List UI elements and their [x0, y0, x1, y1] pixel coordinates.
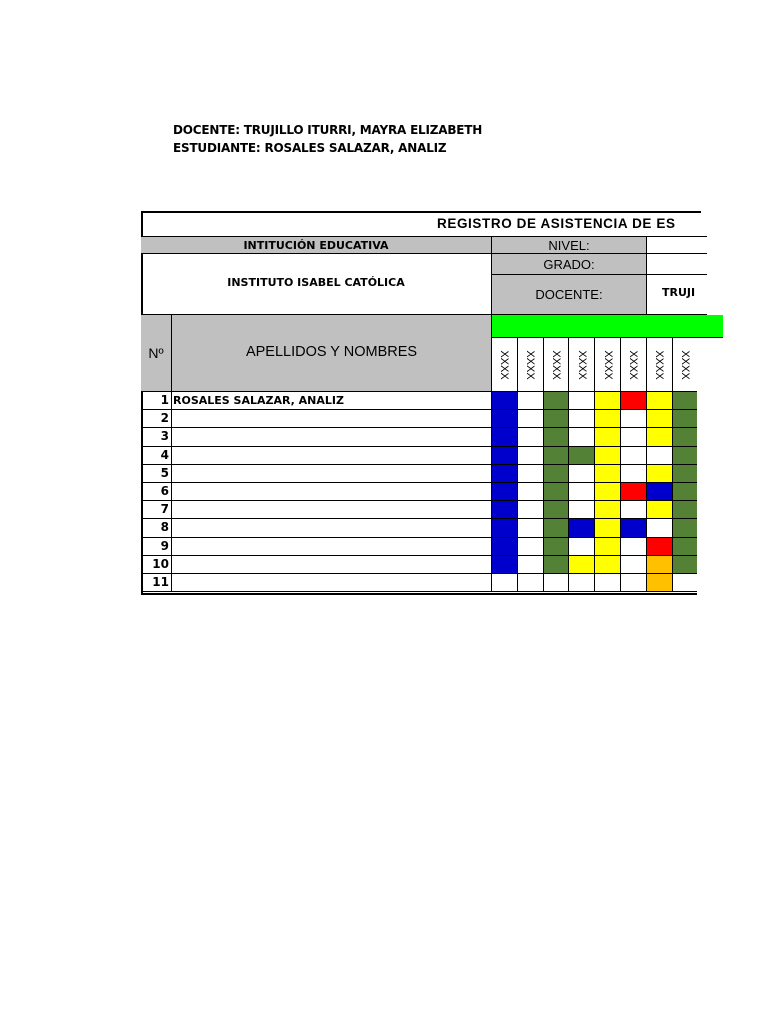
attendance-cell[interactable]	[569, 483, 595, 501]
nivel-value	[647, 236, 707, 254]
institucion-label: INTITUCIÓN EDUCATIVA	[141, 236, 492, 254]
attendance-cell[interactable]	[673, 410, 697, 428]
attendance-cell[interactable]	[518, 465, 544, 483]
grado-value	[647, 254, 707, 275]
attendance-cell[interactable]	[673, 428, 697, 446]
attendance-cell[interactable]	[518, 574, 544, 592]
attendance-cell[interactable]	[518, 556, 544, 574]
attendance-cell[interactable]	[492, 574, 518, 592]
attendance-cell[interactable]	[492, 447, 518, 465]
attendance-cell[interactable]	[569, 574, 595, 592]
grado-label: GRADO:	[492, 254, 647, 275]
date-column-header	[569, 338, 595, 392]
attendance-cell[interactable]	[518, 483, 544, 501]
row-number: 3	[141, 428, 172, 446]
attendance-cell[interactable]	[595, 428, 621, 446]
row-number: 4	[141, 447, 172, 465]
docente-value: TRUJI	[647, 275, 707, 315]
student-name[interactable]	[172, 410, 492, 428]
attendance-cell[interactable]	[544, 501, 570, 519]
attendance-cell[interactable]	[673, 501, 697, 519]
student-name[interactable]	[172, 447, 492, 465]
date-column-header	[544, 338, 570, 392]
attendance-cell[interactable]	[544, 410, 570, 428]
attendance-cell[interactable]	[595, 447, 621, 465]
attendance-cell[interactable]	[595, 501, 621, 519]
attendance-cell[interactable]	[518, 410, 544, 428]
attendance-cell[interactable]	[647, 538, 673, 556]
attendance-cell[interactable]	[569, 392, 595, 410]
attendance-cell[interactable]	[647, 447, 673, 465]
attendance-cell[interactable]	[544, 538, 570, 556]
date-column-header	[518, 338, 544, 392]
date-column-header	[647, 338, 673, 392]
row-number: 9	[141, 538, 172, 556]
attendance-cell[interactable]	[673, 574, 697, 592]
nivel-label: NIVEL:	[492, 236, 647, 254]
attendance-cell[interactable]	[595, 556, 621, 574]
attendance-cell[interactable]	[569, 519, 595, 537]
attendance-cell[interactable]	[647, 519, 673, 537]
row-number: 8	[141, 519, 172, 537]
date-column-label: XXXX	[524, 349, 537, 380]
row-number: 2	[141, 410, 172, 428]
attendance-cell[interactable]	[673, 556, 697, 574]
attendance-cell[interactable]	[518, 538, 544, 556]
attendance-cell[interactable]	[647, 556, 673, 574]
attendance-cell[interactable]	[544, 392, 570, 410]
attendance-cell[interactable]	[569, 538, 595, 556]
attendance-cell[interactable]	[673, 519, 697, 537]
names-header: APELLIDOS Y NOMBRES	[172, 315, 492, 392]
attendance-cell[interactable]	[621, 428, 647, 446]
frame-bottom-border	[141, 593, 697, 595]
row-number: 1	[141, 392, 172, 410]
institucion-value: INSTITUTO ISABEL CATÓLICA	[141, 254, 492, 315]
attendance-cell[interactable]	[673, 538, 697, 556]
attendance-cell[interactable]	[647, 392, 673, 410]
attendance-cell[interactable]	[544, 519, 570, 537]
attendance-cell[interactable]	[569, 501, 595, 519]
attendance-cell[interactable]	[621, 392, 647, 410]
attendance-cell[interactable]	[492, 428, 518, 446]
attendance-cell[interactable]	[518, 392, 544, 410]
date-column-label: XXXX	[498, 349, 511, 380]
student-name[interactable]	[172, 483, 492, 501]
row-number: 10	[141, 556, 172, 574]
attendance-cell[interactable]	[595, 392, 621, 410]
document-header	[173, 121, 482, 157]
attendance-cell[interactable]	[673, 447, 697, 465]
attendance-cell[interactable]	[544, 556, 570, 574]
attendance-cell[interactable]	[492, 556, 518, 574]
attendance-cell[interactable]	[544, 483, 570, 501]
date-column-label: XXXX	[653, 349, 666, 380]
num-header: Nº	[141, 315, 172, 392]
attendance-cell[interactable]	[621, 538, 647, 556]
date-column-label: XXXX	[627, 349, 640, 380]
attendance-cell[interactable]	[647, 483, 673, 501]
attendance-cell[interactable]	[569, 428, 595, 446]
attendance-cell[interactable]	[492, 519, 518, 537]
attendance-cell[interactable]	[621, 556, 647, 574]
row-number: 7	[141, 501, 172, 519]
attendance-cell[interactable]	[647, 574, 673, 592]
attendance-cell[interactable]	[492, 501, 518, 519]
date-column-header	[492, 338, 518, 392]
attendance-cell[interactable]	[595, 483, 621, 501]
date-column-header	[621, 338, 647, 392]
student-name[interactable]	[172, 465, 492, 483]
attendance-cell[interactable]	[544, 447, 570, 465]
student-name[interactable]	[172, 574, 492, 592]
attendance-cell[interactable]	[569, 465, 595, 483]
attendance-cell[interactable]	[621, 410, 647, 428]
frame-top-border	[141, 211, 701, 213]
student-name[interactable]	[172, 556, 492, 574]
month-header-bar	[492, 315, 723, 338]
attendance-cell[interactable]	[518, 447, 544, 465]
sheet-title: REGISTRO DE ASISTENCIA DE ES	[437, 216, 676, 231]
attendance-cell[interactable]	[673, 483, 697, 501]
student-name[interactable]	[172, 428, 492, 446]
date-column-header	[673, 338, 697, 392]
attendance-cell[interactable]	[544, 428, 570, 446]
attendance-cell[interactable]	[647, 428, 673, 446]
row-number: 11	[141, 574, 172, 592]
attendance-cell[interactable]	[621, 519, 647, 537]
date-column-label: XXXX	[601, 349, 614, 380]
docente-line: DOCENTE: TRUJILLO ITURRI, MAYRA ELIZABETH	[173, 123, 483, 137]
attendance-cell[interactable]	[544, 465, 570, 483]
attendance-cell[interactable]	[595, 574, 621, 592]
attendance-sheet	[141, 211, 697, 595]
attendance-cell[interactable]	[492, 392, 518, 410]
attendance-cell[interactable]	[595, 410, 621, 428]
estudiante-line: ESTUDIANTE: ROSALES SALAZAR, ANALIZ	[173, 141, 447, 155]
attendance-cell[interactable]	[621, 501, 647, 519]
attendance-cell[interactable]	[595, 465, 621, 483]
student-name[interactable]	[172, 519, 492, 537]
attendance-cell[interactable]	[673, 392, 697, 410]
attendance-cell[interactable]	[595, 519, 621, 537]
attendance-cell[interactable]	[673, 465, 697, 483]
attendance-cell[interactable]	[569, 556, 595, 574]
attendance-cell[interactable]	[647, 501, 673, 519]
student-name[interactable]	[172, 501, 492, 519]
attendance-cell[interactable]	[621, 465, 647, 483]
attendance-cell[interactable]	[492, 465, 518, 483]
attendance-cell[interactable]	[621, 483, 647, 501]
attendance-cell[interactable]	[518, 428, 544, 446]
attendance-cell[interactable]	[621, 447, 647, 465]
student-name[interactable]	[172, 538, 492, 556]
attendance-cell[interactable]	[569, 410, 595, 428]
attendance-cell[interactable]	[492, 538, 518, 556]
attendance-cell[interactable]	[595, 538, 621, 556]
date-column-label: XXXX	[575, 349, 588, 380]
attendance-cell[interactable]	[647, 410, 673, 428]
date-column-header	[595, 338, 621, 392]
date-column-label: XXXX	[678, 349, 691, 380]
attendance-cell[interactable]	[544, 574, 570, 592]
row-number: 5	[141, 465, 172, 483]
attendance-cell[interactable]	[492, 410, 518, 428]
student-name[interactable]: ROSALES SALAZAR, ANALIZ	[172, 392, 492, 410]
attendance-cell[interactable]	[518, 519, 544, 537]
attendance-cell[interactable]	[621, 574, 647, 592]
attendance-cell[interactable]	[492, 483, 518, 501]
attendance-cell[interactable]	[647, 465, 673, 483]
date-column-label: XXXX	[549, 349, 562, 380]
docente-label: DOCENTE:	[492, 275, 647, 315]
row-number: 6	[141, 483, 172, 501]
attendance-cell[interactable]	[518, 501, 544, 519]
attendance-cell[interactable]	[569, 447, 595, 465]
